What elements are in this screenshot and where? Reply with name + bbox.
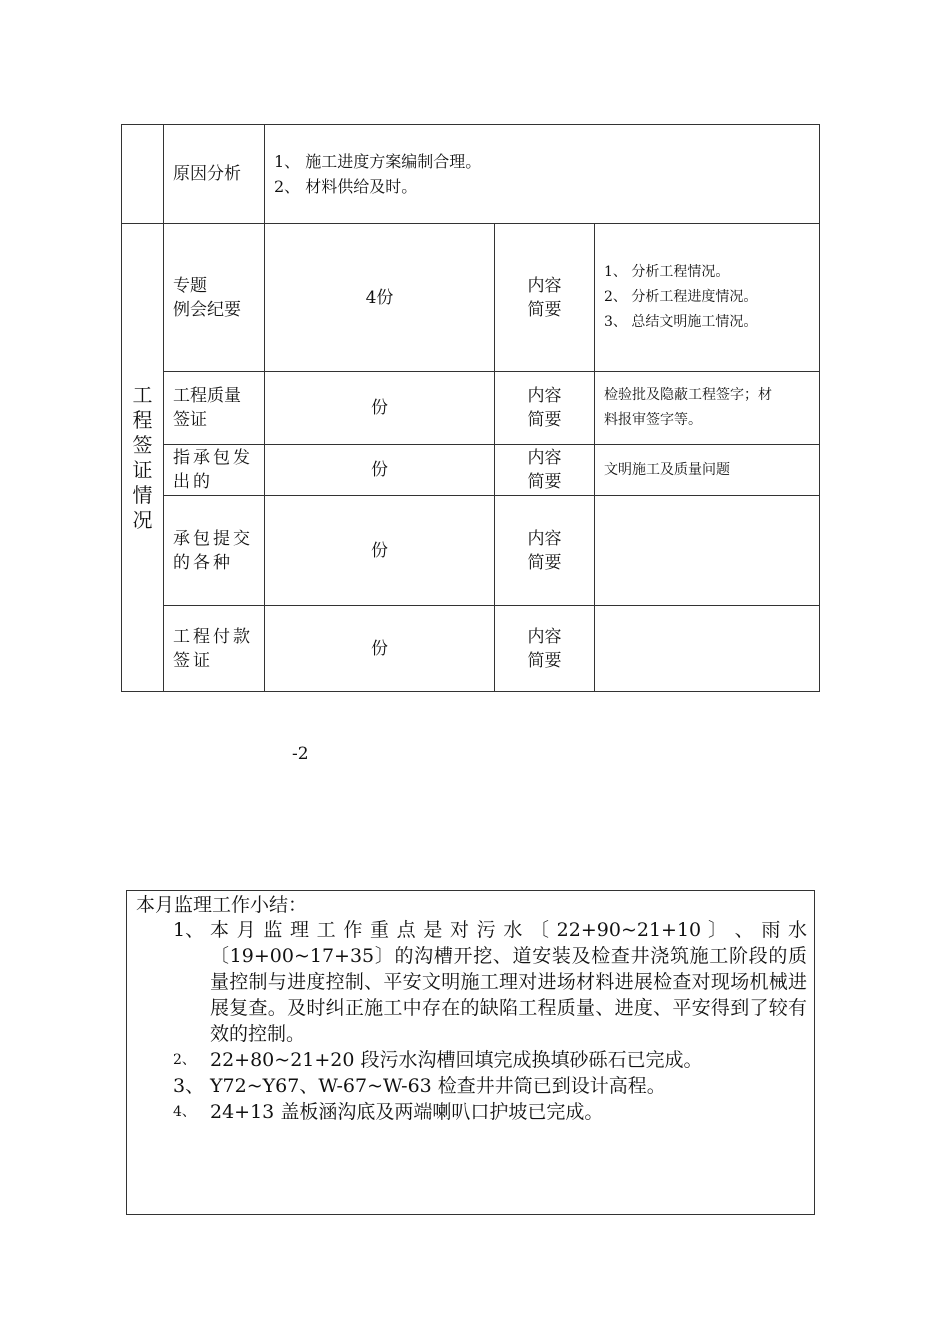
- item-text: Y72~Y67、W-67~W-63 检查井井筒已到设计高程。: [210, 1075, 666, 1097]
- item-number: 4、: [173, 1104, 196, 1120]
- signoff-row-meeting: [122, 224, 820, 372]
- summary-label: 内容 简要: [495, 372, 595, 445]
- count-value: 份: [265, 372, 495, 445]
- cause-label: 原因分析: [164, 125, 265, 224]
- signoff-row-instructions: [122, 445, 820, 496]
- cause-row: [122, 125, 820, 224]
- section-label-vertical: 工 程 签 证 情 况: [122, 224, 164, 692]
- item-number: 1、: [173, 919, 205, 941]
- cause-content: [265, 125, 820, 224]
- monthly-summary-box: [126, 890, 815, 1215]
- count-value: 4份: [265, 224, 495, 372]
- row-label: 专题 例会纪要: [164, 224, 265, 372]
- content-cell: 1、 分析工程情况。 2、 分析工程进度情况。 3、 总结文明施工情况。: [595, 224, 820, 372]
- page-number: -2: [292, 744, 309, 764]
- item-text: 22+80~21+20 段污水沟槽回填完成换填砂砾石已完成。: [210, 1049, 703, 1071]
- content-cell: [595, 496, 820, 606]
- summary-label: 内容 简要: [495, 606, 595, 692]
- item-text: 24+13 盖板涵沟底及两端喇叭口护坡已完成。: [210, 1101, 604, 1123]
- signoff-row-payment: [122, 606, 820, 692]
- item-number: 2、: [173, 1052, 196, 1068]
- cause-item: 1、 施工进度方案编制合理。: [274, 152, 482, 171]
- signoff-row-quality: [122, 372, 820, 445]
- row-label: 工程质量 签证: [164, 372, 265, 445]
- summary-label: 内容 简要: [495, 445, 595, 496]
- blank-cell: [122, 125, 164, 224]
- count-value: 份: [265, 496, 495, 606]
- item-number: 3、: [173, 1075, 205, 1097]
- row-label: 指承包发 出的: [164, 445, 265, 496]
- count-value: 份: [265, 606, 495, 692]
- summary-title: 本月监理工作小结：: [136, 894, 308, 916]
- project-signoff-table: [121, 124, 820, 692]
- content-cell: 检验批及隐蔽工程签字；材 料报审签字等。: [595, 372, 820, 445]
- item-text: 本 月 监 理 工 作 重 点 是 对 污 水 〔 22+90~21+10 〕 、 雨 水〔19+00~17+35〕的沟槽开挖、道安装及检查井浇筑施工阶段的质量控制与进度控制、平安文明施工理对进场材料进展检查对现场机械进展复查。及时纠正施工中存在的缺陷工程质量、进度、平安得到了较有效的控制。: [210, 919, 807, 1045]
- row-label: 工程付款 签证: [164, 606, 265, 692]
- row-label: 承包提交 的各种: [164, 496, 265, 606]
- signoff-row-submissions: [122, 496, 820, 606]
- summary-label: 内容 简要: [495, 496, 595, 606]
- content-cell: 文明施工及质量问题: [595, 445, 820, 496]
- content-cell: [595, 606, 820, 692]
- summary-label: 内容 简要: [495, 224, 595, 372]
- count-value: 份: [265, 445, 495, 496]
- cause-item: 2、 材料供给及时。: [274, 177, 418, 196]
